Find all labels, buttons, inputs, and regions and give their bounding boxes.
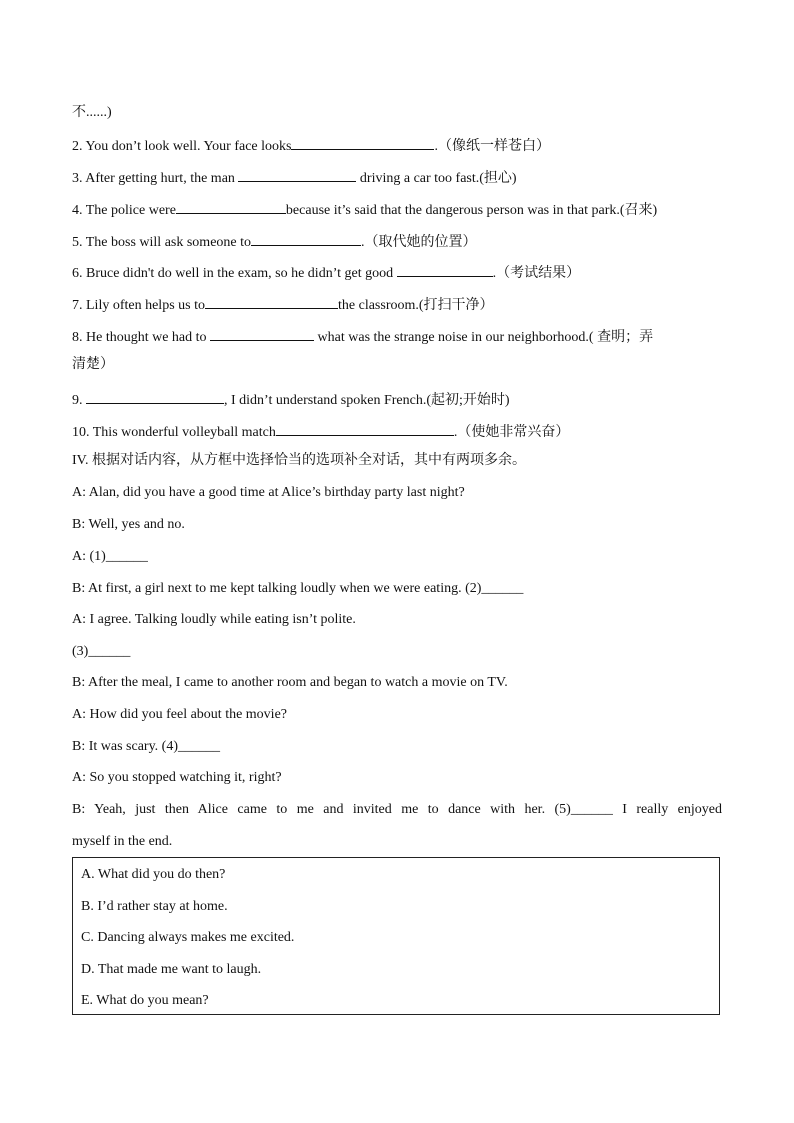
section-4-heading: IV. 根据对话内容，从方框中选择恰当的选项补全对话，其中有两项多余。 (72, 453, 526, 468)
question-3: 3. After getting hurt, the man driving a car too fast.(担心) (72, 167, 722, 188)
answer-blank[interactable] (238, 167, 356, 182)
question-7: 7. Lily often helps us to the classroom.(打扫干净） (72, 294, 722, 315)
question-8: 8. He thought we had to what was the strange noise in our neighborhood.( 查明；弄 (72, 326, 722, 347)
answer-blank[interactable] (86, 389, 224, 404)
dialogue-line: B: Well, yes and no. (72, 517, 185, 532)
answer-blank[interactable] (205, 294, 338, 309)
dialogue-line: A: So you stopped watching it, right? (72, 770, 282, 785)
dialogue-line: A: Alan, did you have a good time at Alice’s birthday party last night? (72, 485, 465, 500)
question-8-continued: 清楚） (72, 357, 114, 372)
question-5: 5. The boss will ask someone to .（取代她的位置） (72, 231, 722, 252)
question-6: 6. Bruce didn't do well in the exam, so he didn’t get good .（考试结果） (72, 262, 722, 283)
option-e: E. What do you mean? (81, 993, 209, 1008)
option-d: D. That made me want to laugh. (81, 962, 262, 977)
dialogue-line: A: I agree. Talking loudly while eating isn’t polite. (72, 612, 356, 627)
answer-blank[interactable] (176, 199, 286, 214)
option-c: C. Dancing always makes me excited. (81, 930, 295, 945)
answer-blank[interactable] (291, 135, 434, 150)
dialogue-line: (3)______ (72, 644, 131, 659)
options-box (72, 857, 720, 1015)
dialogue-line: A: (1)______ (72, 549, 148, 564)
dialogue-line: B: After the meal, I came to another room and began to watch a movie on TV. (72, 675, 508, 690)
answer-blank[interactable] (210, 326, 314, 341)
dialogue-line: myself in the end. (72, 834, 173, 849)
option-b: B. I’d rather stay at home. (81, 899, 228, 914)
answer-blank[interactable] (251, 231, 361, 246)
dialogue-line: A: How did you feel about the movie? (72, 707, 288, 722)
question-1-tail: 不......) (72, 105, 112, 120)
option-a: A. What did you do then? (81, 867, 226, 882)
dialogue-line: B: At first, a girl next to me kept talking loudly when we were eating. (2)______ (72, 581, 524, 596)
question-4: 4. The police were because it’s said that the dangerous person was in that park.(召来) (72, 199, 722, 220)
dialogue-line: B: It was scary. (4)______ (72, 739, 221, 754)
question-10: 10. This wonderful volleyball match .（使她非常兴奋） (72, 421, 722, 442)
question-9: 9. , I didn’t understand spoken French.(起初;开始时) (72, 389, 722, 410)
question-2: 2. You don’t look well. Your face looks .（像纸一样苍白） (72, 135, 722, 156)
answer-blank[interactable] (276, 421, 454, 436)
dialogue-line: B: Yeah, just then Alice came to me and invited me to dance with her. (5)______ I really enjoyed (72, 802, 722, 817)
answer-blank[interactable] (397, 262, 493, 277)
